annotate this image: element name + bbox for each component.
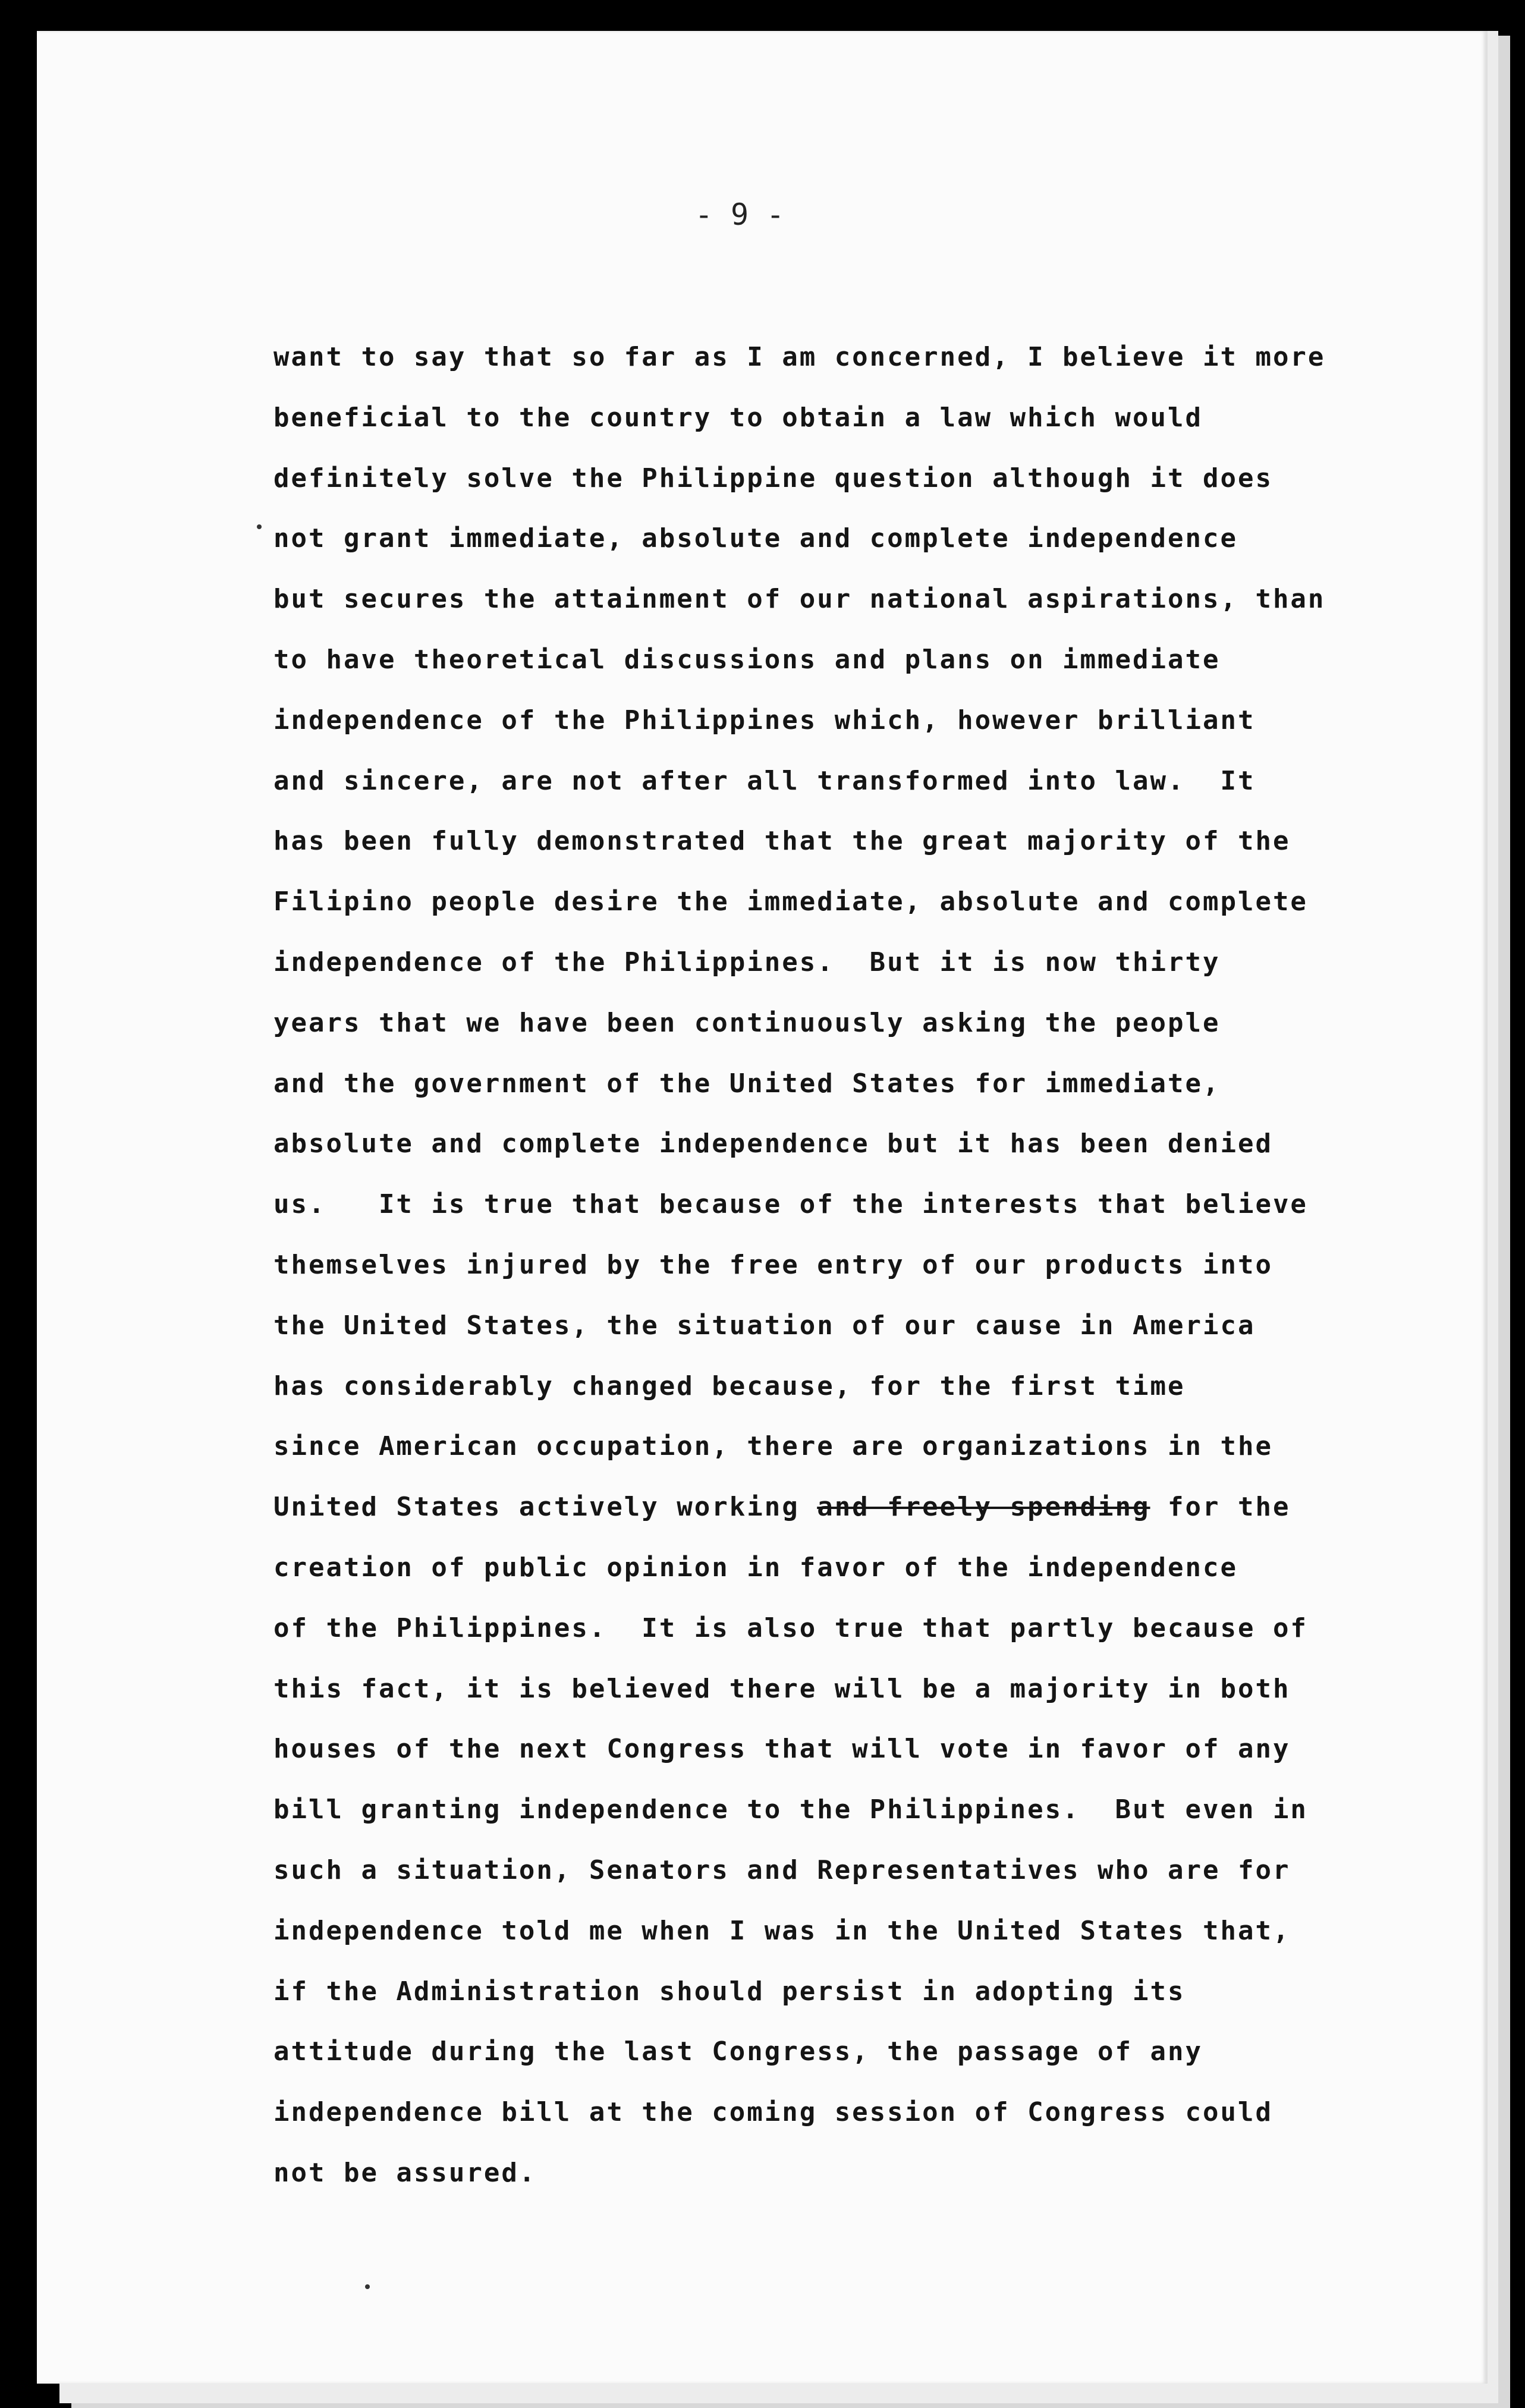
body-text <box>273 327 1469 2203</box>
text-line: themselves injured by the free entry of our products into <box>273 1249 1273 1280</box>
struck-out-text: and freely spending <box>817 1492 1150 1523</box>
text-line: independence of the Philippines which, however brilliant <box>273 705 1256 735</box>
text-line: the United States, the situation of our cause in America <box>273 1310 1256 1341</box>
ink-speck <box>365 2284 370 2289</box>
text-line: Filipino people desire the immediate, absolute and complete <box>273 887 1308 917</box>
text-line: has been fully demonstrated that the great majority of the <box>273 826 1291 857</box>
text-line: attitude during the last Congress, the passage of any <box>273 2036 1203 2067</box>
text-line: not grant immediate, absolute and complete independence <box>273 523 1238 554</box>
text-line: since American occupation, there are organizations in the <box>273 1431 1273 1462</box>
text-line: beneficial to the country to obtain a law which would <box>273 402 1203 433</box>
text-line: absolute and complete independence but it has been denied <box>273 1128 1273 1159</box>
page-number: - 9 - <box>694 197 785 232</box>
text-line: independence told me when I was in the United States that, <box>273 1915 1291 1946</box>
text-line-with-strikethrough <box>273 1477 1469 1538</box>
text-line: has considerably changed because, for the first time <box>273 1370 1186 1401</box>
text-line: such a situation, Senators and Representatives who are for <box>273 1854 1291 1885</box>
line-text-before: United States actively working <box>273 1492 817 1523</box>
text-line: want to say that so far as I am concerned, I believe it more <box>273 342 1326 372</box>
ink-speck <box>257 524 262 529</box>
text-line: bill granting independence to the Philippines. But even in <box>273 1794 1308 1825</box>
text-line: and the government of the United States for immediate, <box>273 1068 1221 1099</box>
text-line: us. It is true that because of the interests that believe <box>273 1189 1308 1220</box>
text-line: independence bill at the coming session of Congress could <box>273 2097 1273 2128</box>
text-line: not be assured. <box>273 2157 537 2188</box>
text-line: years that we have been continuously asking the people <box>273 1007 1221 1038</box>
text-line: definitely solve the Philippine question although it does <box>273 463 1273 493</box>
text-line: of the Philippines. It is also true that partly because of <box>273 1612 1308 1643</box>
typewritten-page <box>37 31 1488 2384</box>
text-line: houses of the next Congress that will vote in favor of any <box>273 1734 1291 1765</box>
text-line: independence of the Philippines. But it is now thirty <box>273 947 1221 977</box>
text-line: but secures the attainment of our national aspirations, than <box>273 584 1326 615</box>
text-line: to have theoretical discussions and plans on immediate <box>273 644 1221 675</box>
text-line: creation of public opinion in favor of the independence <box>273 1552 1238 1583</box>
line-text-after: for the <box>1150 1492 1291 1523</box>
text-line: this fact, it is believed there will be a majority in both <box>273 1673 1291 1704</box>
text-line: if the Administration should persist in adopting its <box>273 1976 1186 2007</box>
text-line: and sincere, are not after all transformed into law. It <box>273 765 1256 796</box>
